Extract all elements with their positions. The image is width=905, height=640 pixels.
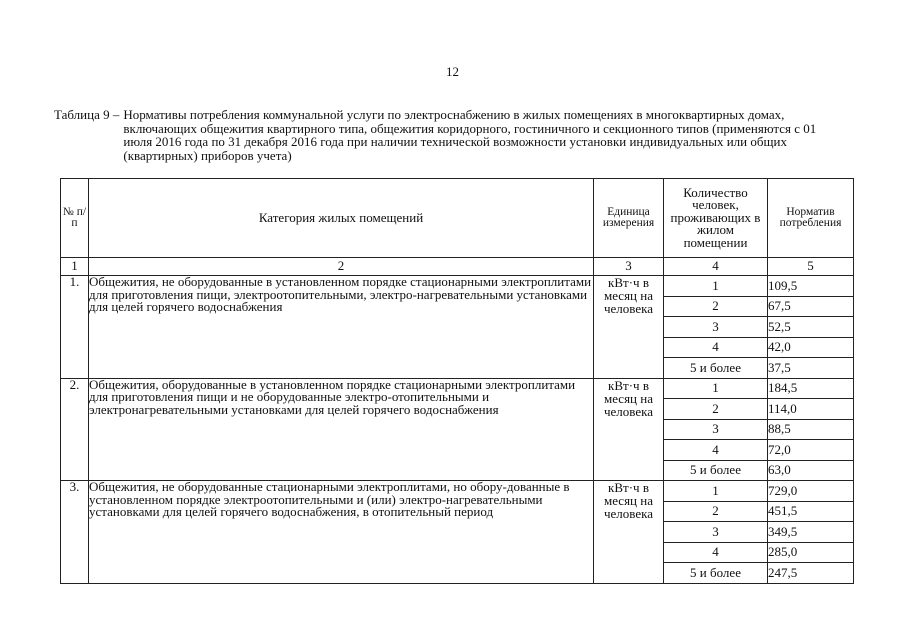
norm-value: 42,0: [768, 337, 854, 358]
category-text: Общежития, не оборудованные стационарными электроплитами, но обору-дованные в установленном порядке электроотопительными и (или) электро-нагревательными установками для целей горячего водоснабжения, в отопительный период: [89, 481, 594, 584]
header-unit: Единица измерения: [594, 179, 664, 258]
people-count: 1: [664, 378, 768, 399]
norm-value: 63,0: [768, 460, 854, 481]
column-number: 1: [61, 258, 89, 276]
consumption-norms-table: [60, 178, 854, 584]
people-count: 1: [664, 276, 768, 297]
people-count: 2: [664, 296, 768, 317]
norm-value: 349,5: [768, 522, 854, 543]
people-count: 5 и более: [664, 358, 768, 379]
table-caption-label: Таблица 9 –: [54, 107, 120, 122]
table-row: [61, 378, 854, 399]
norm-value: 729,0: [768, 481, 854, 502]
table-caption-text: Нормативы потребления коммунальной услуги по электроснабжению в жилых помещениях в многоквартирных домах, включающих общежития квартирного типа, общежития коридорного, гостиничного и секционного типов (применяются с 01 июля 2016 года по 31 декабря 2016 года при наличии технической возможности установки индивидуальных или общих (квартирных) приборов учета): [123, 107, 817, 163]
norm-value: 184,5: [768, 378, 854, 399]
norm-value: 67,5: [768, 296, 854, 317]
row-number: 3.: [61, 481, 89, 584]
column-number: 5: [768, 258, 854, 276]
people-count: 4: [664, 542, 768, 563]
column-number: 2: [89, 258, 594, 276]
header-row: [61, 179, 854, 258]
norm-value: 88,5: [768, 419, 854, 440]
people-count: 3: [664, 522, 768, 543]
norm-value: 52,5: [768, 317, 854, 338]
people-count: 2: [664, 399, 768, 420]
category-text: Общежития, оборудованные в установленном порядке стационарными электроплитами для приготовления пищи и не оборудованные электро-отопительными и электронагревательными установками для целей горячего водоснабжения: [89, 378, 594, 481]
table-row: [61, 276, 854, 297]
norm-value: 247,5: [768, 563, 854, 584]
table-row: [61, 481, 854, 502]
row-number: 2.: [61, 378, 89, 481]
people-count: 1: [664, 481, 768, 502]
norm-value: 114,0: [768, 399, 854, 420]
unit-text: кВт·ч в месяц на человека: [594, 378, 664, 481]
people-count: 3: [664, 317, 768, 338]
norm-value: 109,5: [768, 276, 854, 297]
column-number-row: [61, 258, 854, 276]
unit-text: кВт·ч в месяц на человека: [594, 481, 664, 584]
unit-text: кВт·ч в месяц на человека: [594, 276, 664, 379]
header-people: Количество человек, проживающих в жилом помещении: [664, 179, 768, 258]
header-num: № п/п: [61, 179, 89, 258]
norm-value: 37,5: [768, 358, 854, 379]
norm-value: 285,0: [768, 542, 854, 563]
norm-value: 72,0: [768, 440, 854, 461]
people-count: 4: [664, 337, 768, 358]
table-caption: [54, 108, 844, 162]
people-count: 3: [664, 419, 768, 440]
people-count: 5 и более: [664, 460, 768, 481]
people-count: 2: [664, 501, 768, 522]
row-number: 1.: [61, 276, 89, 379]
header-norm: Норматив потребления: [768, 179, 854, 258]
people-count: 4: [664, 440, 768, 461]
column-number: 3: [594, 258, 664, 276]
category-text: Общежития, не оборудованные в установленном порядке стационарными электроплитами для приготовления пищи, электроотопительными, электро-нагревательными установками для целей горячего водоснабжения: [89, 276, 594, 379]
column-number: 4: [664, 258, 768, 276]
header-category: Категория жилых помещений: [89, 179, 594, 258]
people-count: 5 и более: [664, 563, 768, 584]
page-number: 12: [446, 64, 459, 79]
norm-value: 451,5: [768, 501, 854, 522]
